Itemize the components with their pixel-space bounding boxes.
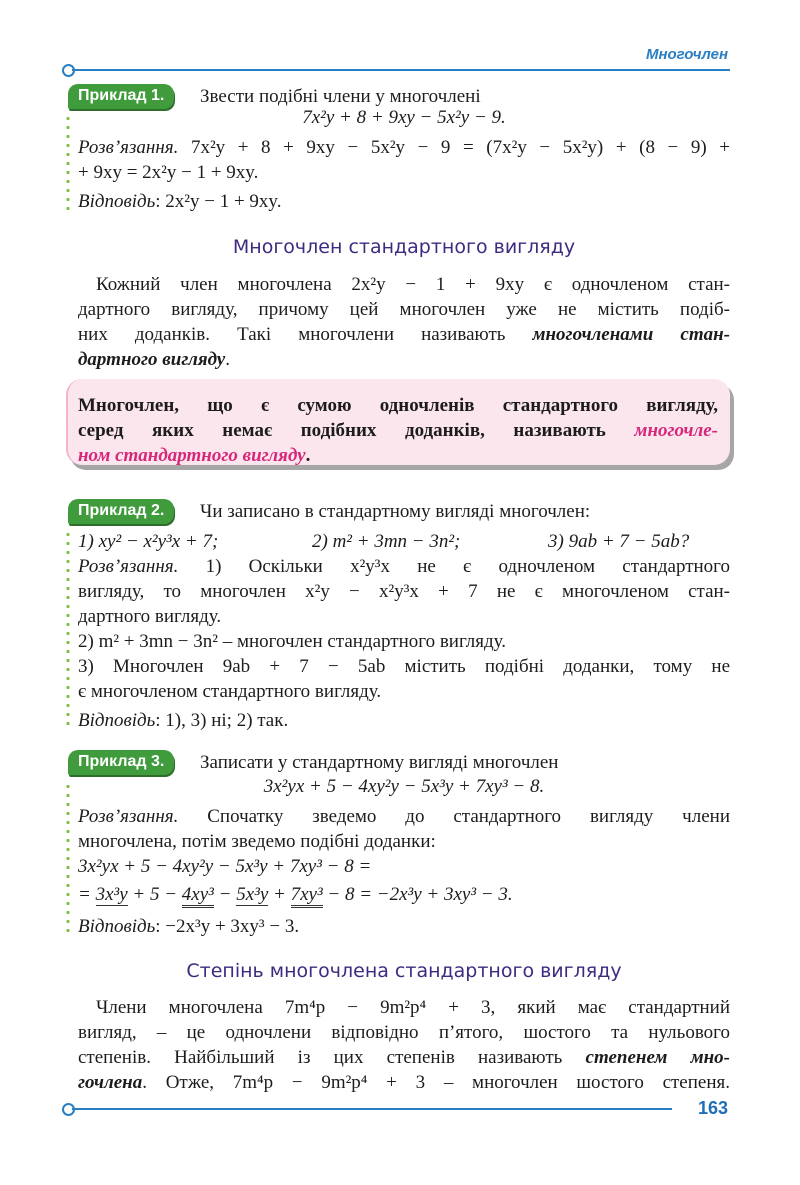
text: . bbox=[225, 349, 230, 370]
answer-label: Відповідь bbox=[78, 916, 156, 937]
example-3-task: Записати у стандартному вигляді многочлен bbox=[200, 752, 559, 773]
example-3-badge: Приклад 3. bbox=[68, 750, 174, 775]
example-1-dots bbox=[66, 114, 70, 214]
text: них доданків. Такі многочлени називають bbox=[78, 324, 533, 345]
text: + bbox=[268, 884, 291, 905]
solution-label: Розв’язання. bbox=[78, 806, 179, 827]
definition-line2 bbox=[78, 418, 718, 443]
term-single-underline: 3x³y bbox=[95, 884, 128, 905]
text: . bbox=[305, 445, 311, 466]
example-3-solution-2: многочлена, потім зведемо подібні доданки: bbox=[78, 831, 436, 852]
solution-text: 1) Оскільки x²y³x не є одночленом стандартного bbox=[178, 556, 730, 577]
footer-rule bbox=[72, 1108, 672, 1110]
term: дартного вигляду bbox=[78, 349, 226, 370]
section-1-line1: Кожний член многочлена 2x²y − 1 + 9xy є одночленом стан- bbox=[96, 274, 730, 295]
term: гочлена bbox=[78, 1072, 143, 1093]
section-2-line4 bbox=[78, 1070, 730, 1095]
term-double-underline: 7xy³ bbox=[291, 884, 323, 908]
term: многочле- bbox=[634, 420, 718, 441]
example-2-option-3: 3) 9ab + 7 − 5ab? bbox=[548, 531, 690, 552]
example-2-badge: Приклад 2. bbox=[68, 499, 174, 524]
text: − 8 = −2x³y + 3xy³ − 3. bbox=[322, 884, 513, 905]
example-2-task: Чи записано в стандартному вигляді многочлен: bbox=[200, 501, 591, 522]
example-1-task: Звести подібні члени у многочлені bbox=[200, 86, 481, 107]
solution-label: Розв’язання. bbox=[78, 137, 179, 158]
answer-text: : 1), 3) ні; 2) так. bbox=[155, 710, 289, 731]
definition-line3 bbox=[78, 443, 730, 468]
text: серед яких немає подібних доданків, називають bbox=[78, 420, 635, 441]
section-title-standard-form: Многочлен стандартного вигляду bbox=[232, 236, 576, 258]
example-1-solution-line1 bbox=[78, 135, 730, 160]
example-3-dots bbox=[66, 782, 70, 937]
term-double-underline: 4xy³ bbox=[182, 884, 214, 908]
solution-text: 7x²y + 8 + 9xy − 5x²y − 9 = (7x²y − 5x²y) + (8 − 9) + bbox=[190, 137, 730, 158]
example-2-dots bbox=[66, 530, 70, 730]
example-2-option-1: 1) xy² − x²y³x + 7; bbox=[78, 531, 219, 552]
example-2-solution-3: дартного вигляду. bbox=[78, 606, 222, 627]
answer-text: : 2x²y − 1 + 9xy. bbox=[155, 191, 282, 212]
page-number: 163 bbox=[697, 1098, 728, 1118]
example-1-expr: 7x²y + 8 + 9xy − 5x²y − 9. bbox=[302, 107, 506, 128]
example-3-solution-1 bbox=[78, 804, 730, 829]
text: + 5 − bbox=[127, 884, 182, 905]
example-2-solution-6: є многочленом стандартного вигляду. bbox=[78, 681, 382, 702]
example-2-solution-2: вигляду, то многочлен x²y − x²y³x + 7 не є многочленом стан- bbox=[78, 581, 730, 602]
solution-label: Розв’язання. bbox=[78, 556, 179, 577]
term-single-underline: 5x³y bbox=[236, 884, 269, 905]
section-2-line2: вигляд, – це одночлени відповідно п’ятого, шостого та нульового bbox=[78, 1022, 730, 1043]
section-title-polynomial-degree: Степінь многочлена стандартного вигляду bbox=[186, 960, 622, 982]
text: . Отже, 7m⁴p − 9m²p⁴ + 3 – многочлен шостого степеня. bbox=[142, 1072, 730, 1093]
definition-line1: Многочлен, що є сумою одночленів стандартного вигляду, bbox=[78, 395, 718, 416]
section-2-line1: Члени многочлена 7m⁴p − 9m²p⁴ + 3, який має стандартний bbox=[96, 997, 730, 1018]
answer-text: : −2x³y + 3xy³ − 3. bbox=[155, 916, 300, 937]
example-2-solution-1 bbox=[78, 554, 730, 579]
header-rule bbox=[72, 69, 730, 71]
example-1-answer bbox=[78, 189, 730, 214]
example-3-solution-4 bbox=[78, 882, 730, 907]
solution-text: Спочатку зведемо до стандартного вигляду члени bbox=[178, 806, 730, 827]
text: − bbox=[213, 884, 237, 905]
example-1-solution-line2: + 9xy = 2x²y − 1 + 9xy. bbox=[78, 162, 259, 183]
text: = bbox=[78, 884, 96, 905]
example-2-answer bbox=[78, 708, 730, 733]
answer-label: Відповідь bbox=[78, 710, 156, 731]
section-1-line3 bbox=[78, 322, 730, 347]
text: степенів. Найбільший із цих степенів називають bbox=[78, 1047, 586, 1068]
section-2-line3 bbox=[78, 1045, 730, 1070]
example-2-solution-4: 2) m² + 3mn − 3n² – многочлен стандартного вигляду. bbox=[78, 631, 507, 652]
running-header: Многочлен bbox=[645, 46, 728, 63]
term: многочленами стан- bbox=[532, 324, 731, 345]
section-1-line4 bbox=[78, 347, 730, 372]
example-3-solution-3: 3x²yx + 5 − 4xy²y − 5x³y + 7xy³ − 8 = bbox=[78, 856, 372, 877]
example-3-expr: 3x²yx + 5 − 4xy²y − 5x³y + 7xy³ − 8. bbox=[263, 776, 545, 797]
example-3-answer bbox=[78, 914, 730, 939]
term: степенем мно- bbox=[585, 1047, 731, 1068]
example-2-solution-5: 3) Многочлен 9ab + 7 − 5ab містить подібні доданки, тому не bbox=[78, 656, 730, 677]
example-1-badge: Приклад 1. bbox=[68, 84, 174, 109]
answer-label: Відповідь bbox=[78, 191, 156, 212]
section-1-line2: дартного вигляду, причому цей многочлен уже не містить подіб- bbox=[78, 299, 730, 320]
example-2-option-2: 2) m² + 3mn − 3n²; bbox=[312, 531, 461, 552]
term: ном стандартного вигляду bbox=[78, 445, 306, 466]
